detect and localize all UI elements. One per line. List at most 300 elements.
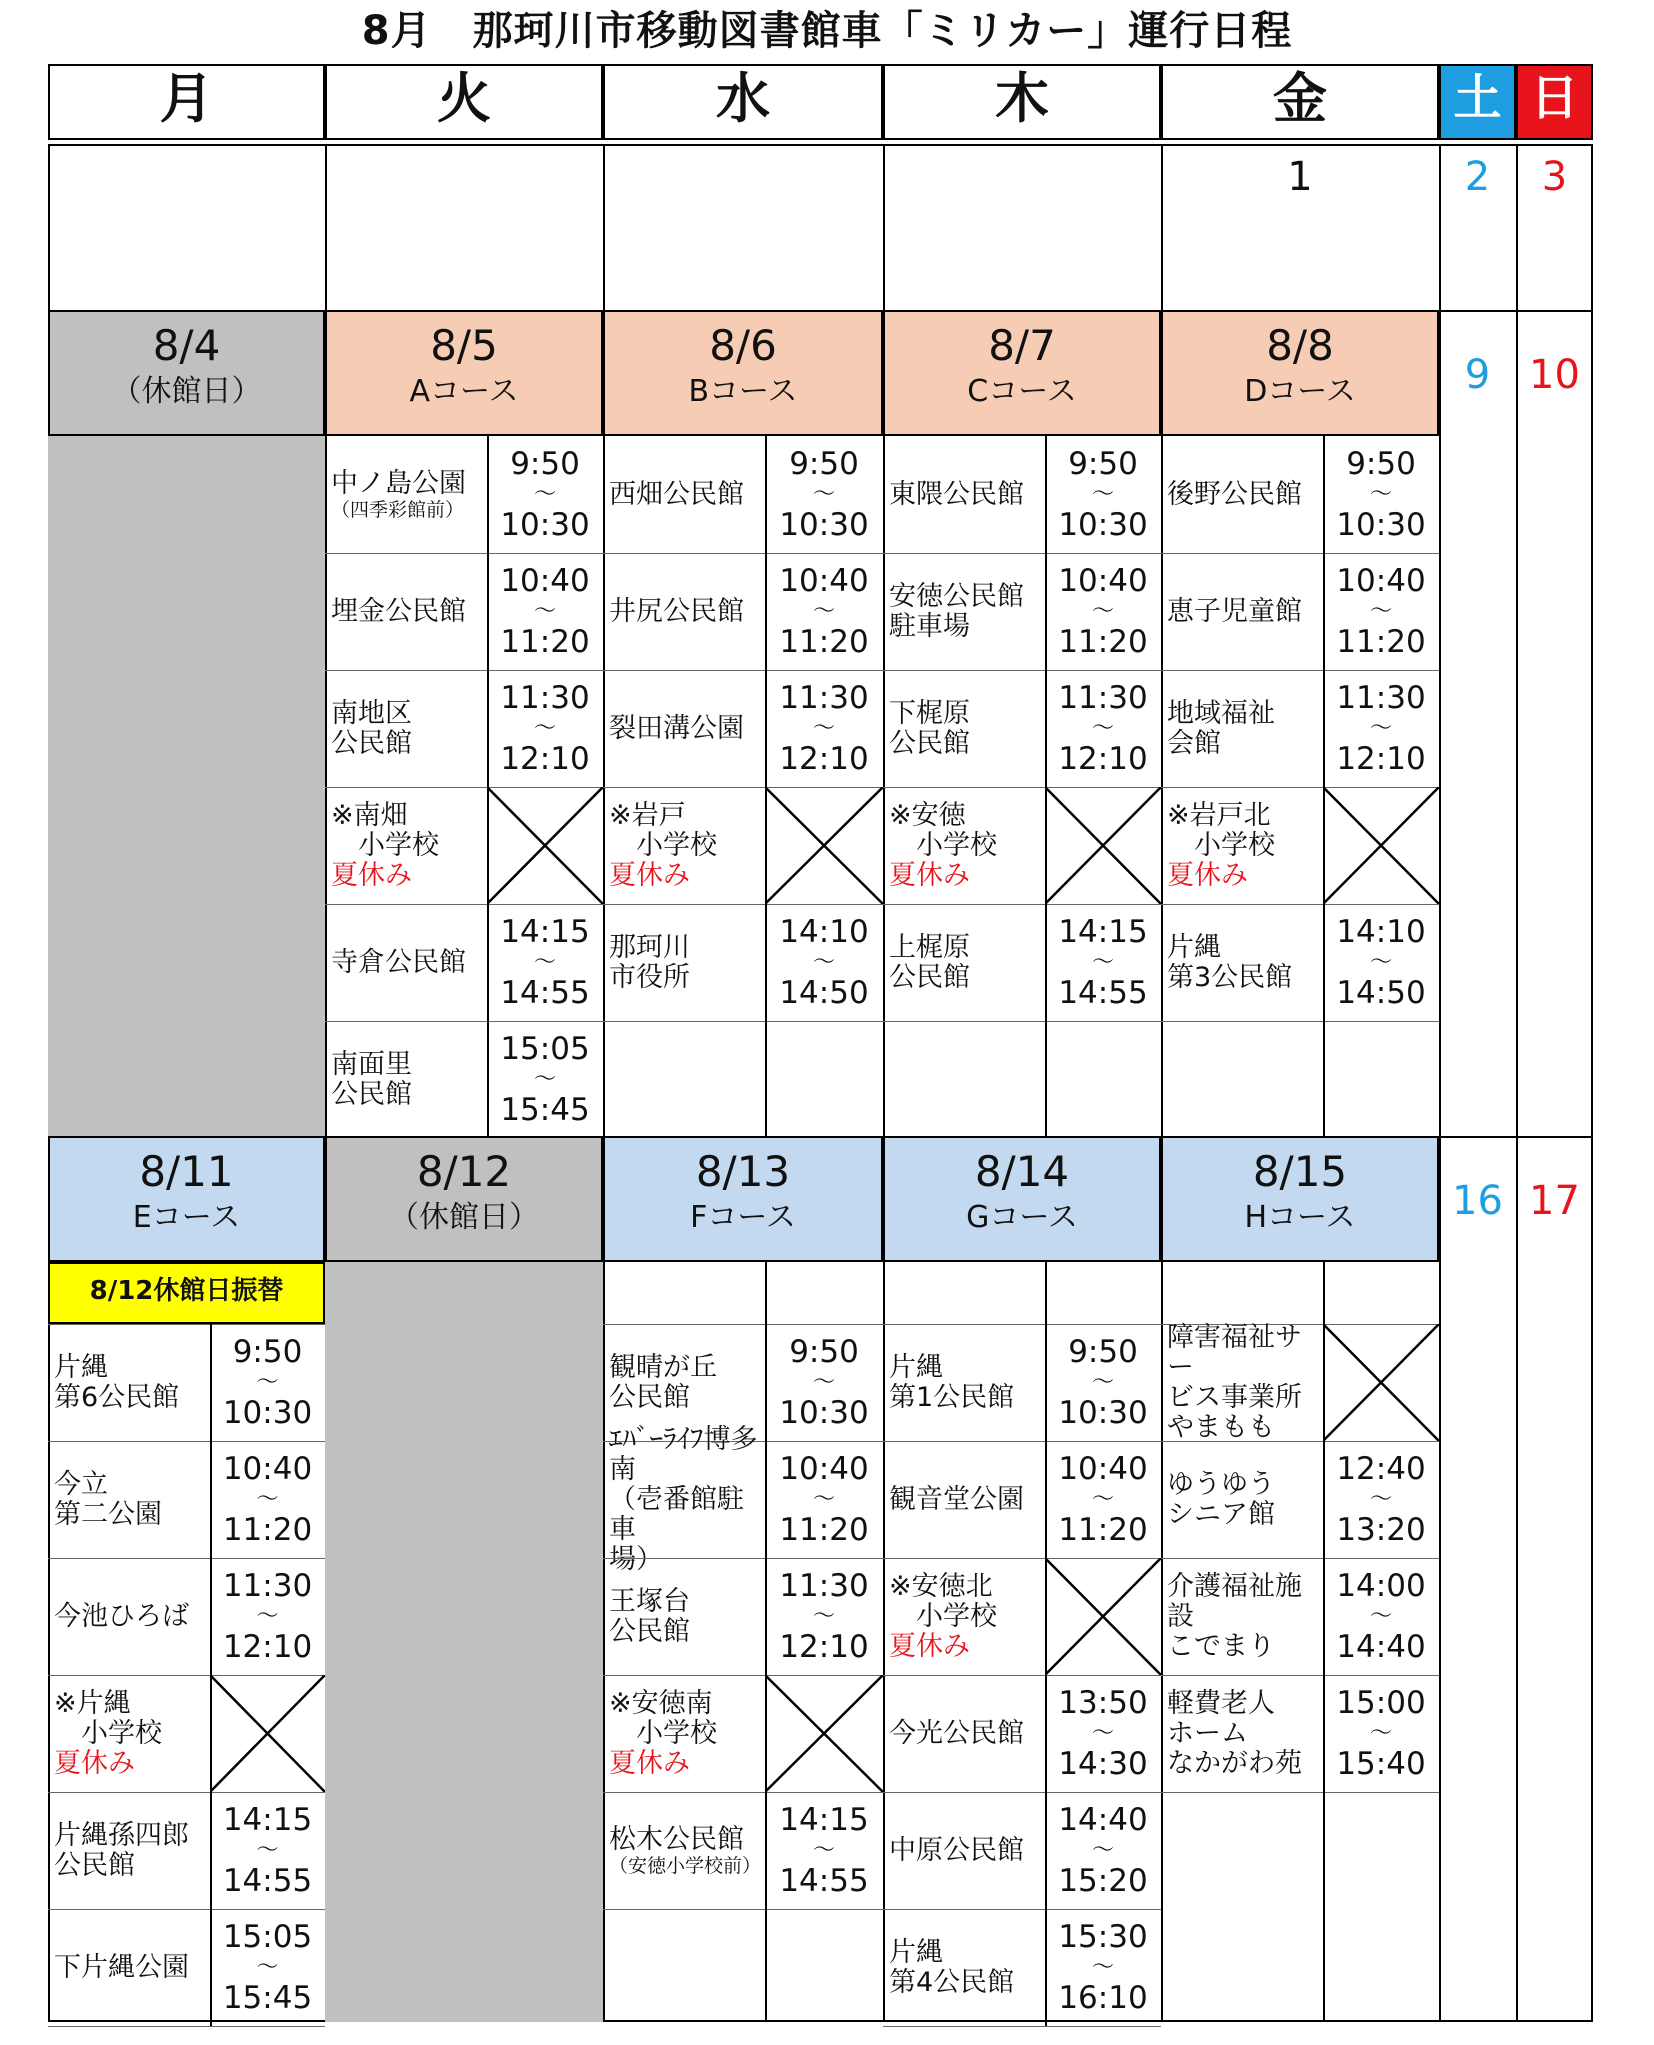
start-time: 10:40	[779, 1450, 869, 1487]
end-time: 10:30	[1058, 1394, 1148, 1431]
end-time: 11:20	[500, 623, 590, 660]
start-time: 14:15	[500, 913, 590, 950]
stop-location	[48, 1324, 210, 1441]
end-time: 14:50	[1336, 974, 1426, 1011]
time-column-divider	[487, 787, 489, 904]
time-column-divider	[765, 1441, 767, 1558]
stop-time	[765, 1792, 883, 1909]
end-time: 11:20	[1058, 1511, 1148, 1548]
weekday-header-sat: 土	[1439, 64, 1516, 140]
end-time: 15:45	[222, 1979, 313, 2016]
end-time: 14:55	[500, 974, 590, 1011]
date-header-tue-date: 8/5	[430, 321, 498, 370]
time-range-tilde: ～	[812, 481, 835, 507]
stop-name-line2: 第6公民館	[54, 1381, 180, 1413]
start-time: 9:50	[1068, 1333, 1138, 1370]
stop-name-line2: （壱番館駐車	[609, 1483, 744, 1545]
stop-location	[48, 1792, 210, 1909]
stop-name: ※岩戸北	[1167, 799, 1271, 831]
time-column-divider	[1323, 1262, 1325, 1324]
time-column-divider	[1045, 904, 1047, 1021]
row-divider	[603, 1909, 883, 1910]
date-header-thu-date: 8/14	[974, 1147, 1070, 1196]
stop-name: 王塚台	[609, 1585, 690, 1617]
stop-time	[487, 670, 603, 787]
time-range-tilde: ～	[812, 1369, 835, 1395]
time-column-divider	[487, 904, 489, 1021]
stop-name-line2: ホーム	[1167, 1717, 1248, 1749]
date-header-tue	[325, 310, 603, 436]
stop-name: ※片縄	[54, 1687, 131, 1719]
stop-time	[210, 1792, 325, 1909]
date-header-wed-course: Bコース	[688, 374, 798, 409]
weekday-header-wed: 水	[603, 64, 883, 140]
start-time: 10:40	[779, 562, 869, 599]
date-header-tue	[325, 1136, 603, 1262]
time-column-divider	[1323, 1441, 1325, 1558]
end-time: 12:10	[779, 740, 869, 777]
start-time: 14:10	[1336, 913, 1426, 950]
time-range-tilde: ～	[1091, 1720, 1114, 1746]
weekday-header-sun: 日	[1516, 64, 1593, 140]
stop-location	[325, 1021, 487, 1138]
stop-time	[1045, 670, 1161, 787]
stop-time	[1323, 1441, 1439, 1558]
stop-time	[1323, 553, 1439, 670]
time-range-tilde: ～	[533, 715, 556, 741]
date-header-thu	[883, 310, 1161, 436]
cancelled-cross	[1045, 787, 1161, 904]
stop-name: 片縄	[54, 1351, 108, 1383]
stop-time	[210, 1441, 325, 1558]
stop-name: 観晴が丘	[609, 1351, 717, 1383]
stop-time	[487, 1021, 603, 1138]
time-column-divider	[1323, 1792, 1325, 2022]
stop-time	[1045, 1675, 1161, 1792]
date-header-fri	[1161, 310, 1439, 436]
stop-name: 埋金公民館	[331, 595, 466, 627]
end-time: 13:20	[1336, 1511, 1426, 1548]
time-column-divider	[765, 1262, 767, 1324]
time-column-divider	[1323, 436, 1325, 553]
stop-name: 東隈公民館	[889, 478, 1024, 510]
time-column-divider	[1045, 787, 1047, 904]
stop-name: 安徳公民館	[889, 580, 1024, 612]
time-column-divider	[1323, 553, 1325, 670]
date-header-mon	[48, 1136, 325, 1262]
stop-name: ｴﾊﾞｰﾗｲﾌ博多南	[609, 1423, 758, 1485]
start-time: 15:05	[222, 1918, 313, 1955]
stop-note: （四季彩館前）	[331, 498, 465, 521]
stop-name: 今池ひろば	[54, 1600, 189, 1632]
start-time: 9:50	[232, 1333, 303, 1370]
start-time: 13:50	[1058, 1684, 1148, 1721]
time-range-tilde: ～	[1091, 598, 1114, 624]
time-range-tilde: ～	[1091, 1369, 1114, 1395]
stop-name: ※安徳	[889, 799, 966, 831]
stop-name: 障害福祉サー	[1167, 1321, 1302, 1383]
end-time: 15:45	[500, 1091, 590, 1128]
stop-name-line2: 小学校	[54, 1717, 162, 1749]
time-range-tilde: ～	[1091, 1954, 1114, 1980]
start-time: 15:30	[1058, 1918, 1148, 1955]
start-time: 14:15	[222, 1801, 313, 1838]
date-header-thu-course: Gコース	[966, 1200, 1078, 1235]
end-time: 11:20	[1336, 623, 1426, 660]
stop-time	[765, 1558, 883, 1675]
stop-name-line2: 第4公民館	[889, 1966, 1015, 1998]
day-number-sat: 9	[1464, 352, 1491, 398]
date-header-wed-date: 8/13	[695, 1147, 791, 1196]
end-time: 15:20	[1058, 1862, 1148, 1899]
end-time: 12:10	[1336, 740, 1426, 777]
stop-time	[765, 1324, 883, 1441]
cancelled-cross	[487, 787, 603, 904]
cancelled-cross	[1045, 1558, 1161, 1675]
time-range-tilde: ～	[1091, 949, 1114, 975]
date-header-mon	[48, 310, 325, 436]
stop-location	[1161, 670, 1323, 787]
start-time: 14:15	[779, 1801, 869, 1838]
time-range-tilde: ～	[1369, 598, 1392, 624]
page-title: 8月 那珂川市移動図書館車「ミリカー」運行日程	[361, 8, 1293, 54]
stop-name-line2: 小学校	[889, 1600, 997, 1632]
day-number-sun: 3	[1541, 154, 1568, 200]
stop-name: ※安徳南	[609, 1687, 713, 1719]
stop-name: 観音堂公園	[889, 1483, 1024, 1515]
weekday-header-mon: 月	[48, 64, 325, 140]
time-range-tilde: ～	[533, 598, 556, 624]
start-time: 9:50	[789, 1333, 859, 1370]
time-range-tilde: ～	[533, 481, 556, 507]
row-divider	[603, 1021, 883, 1022]
time-column-divider	[487, 670, 489, 787]
time-column-divider	[1045, 436, 1047, 553]
time-column-divider	[765, 904, 767, 1021]
stop-name: ※安徳北	[889, 1570, 993, 1602]
stop-time	[765, 904, 883, 1021]
start-time: 9:50	[1346, 445, 1416, 482]
start-time: 14:40	[1058, 1801, 1148, 1838]
stop-location	[603, 553, 765, 670]
stop-name: 今光公民館	[889, 1717, 1024, 1749]
start-time: 11:30	[1336, 679, 1426, 716]
stop-time	[1323, 436, 1439, 553]
row-divider	[883, 1021, 1161, 1022]
start-time: 10:40	[500, 562, 590, 599]
time-range-tilde: ～	[1091, 1486, 1114, 1512]
stop-location	[603, 787, 765, 904]
stop-time	[487, 904, 603, 1021]
stop-name: 西畑公民館	[609, 478, 744, 510]
time-column-divider	[1045, 1909, 1047, 2026]
date-header-fri-course: Dコース	[1244, 374, 1356, 409]
stop-time	[765, 553, 883, 670]
stop-name: ゆうゆう	[1167, 1468, 1275, 1500]
stop-location	[883, 436, 1045, 553]
start-time: 9:50	[789, 445, 859, 482]
stop-name: 片縄孫四郎	[54, 1819, 189, 1851]
end-time: 14:50	[779, 974, 869, 1011]
start-time: 11:30	[222, 1567, 313, 1604]
end-time: 10:30	[1058, 506, 1148, 543]
time-column-divider	[210, 1675, 212, 1792]
time-range-tilde: ～	[1369, 1720, 1392, 1746]
stop-location	[1161, 1321, 1323, 1443]
date-header-mon-date: 8/4	[152, 321, 221, 370]
stop-name: 片縄	[889, 1351, 943, 1383]
stop-location	[603, 1558, 765, 1675]
stop-time	[210, 1909, 325, 2026]
stop-name: 南面里	[331, 1048, 412, 1080]
time-column-divider	[1045, 1675, 1047, 1792]
stop-name: 松木公民館	[609, 1823, 744, 1855]
cancelled-cross	[1323, 1324, 1439, 1441]
summer-break-label: 夏休み	[54, 1747, 135, 1779]
time-column-divider	[1045, 1441, 1047, 1558]
end-time: 10:30	[1336, 506, 1426, 543]
stop-location	[883, 1792, 1045, 1909]
stop-location	[603, 1423, 765, 1575]
start-time: 11:30	[500, 679, 590, 716]
stop-time	[487, 436, 603, 553]
start-time: 10:40	[1058, 562, 1148, 599]
stop-location	[1161, 436, 1323, 553]
time-range-tilde: ～	[812, 1837, 835, 1863]
stop-name-line2: 小学校	[609, 1717, 717, 1749]
time-column-divider	[487, 553, 489, 670]
stop-name: 下梶原	[889, 697, 970, 729]
time-range-tilde: ～	[812, 598, 835, 624]
start-time: 15:00	[1336, 1684, 1426, 1721]
stop-location	[883, 1675, 1045, 1792]
stop-location	[603, 670, 765, 787]
end-time: 12:10	[779, 1628, 869, 1665]
time-range-tilde: ～	[256, 1603, 279, 1629]
stop-location	[603, 436, 765, 553]
stop-time	[1045, 553, 1161, 670]
date-header-wed	[603, 1136, 883, 1262]
stop-location	[883, 787, 1045, 904]
time-column-divider	[1323, 787, 1325, 904]
stop-name: 中ノ島公園	[331, 467, 466, 499]
weekday-header-tue: 火	[325, 64, 603, 140]
time-column-divider	[765, 1792, 767, 1909]
end-time: 14:55	[1058, 974, 1148, 1011]
stop-location	[325, 553, 487, 670]
time-range-tilde: ～	[812, 1603, 835, 1629]
time-column-divider	[210, 1558, 212, 1675]
time-column-divider	[1045, 670, 1047, 787]
stop-name: 片縄	[889, 1936, 943, 1968]
time-column-divider	[1323, 1558, 1325, 1675]
day-number-sat: 2	[1464, 154, 1491, 200]
column-divider	[1516, 144, 1518, 2022]
end-time: 14:55	[779, 1862, 869, 1899]
stop-name-line2: 公民館	[889, 961, 970, 993]
stop-name-line2: 小学校	[331, 829, 439, 861]
stop-name: 井尻公民館	[609, 595, 744, 627]
stop-time	[1323, 1558, 1439, 1675]
time-column-divider	[765, 553, 767, 670]
time-column-divider	[1323, 904, 1325, 1021]
stop-location	[883, 553, 1045, 670]
stop-location	[48, 1909, 210, 2026]
end-time: 11:20	[779, 1511, 869, 1548]
stop-location	[48, 1675, 210, 1792]
time-column-divider	[210, 1324, 212, 1441]
summer-break-label: 夏休み	[609, 1747, 690, 1779]
stop-location	[883, 1558, 1045, 1675]
time-column-divider	[1045, 1021, 1047, 1136]
time-range-tilde: ～	[1369, 481, 1392, 507]
time-column-divider	[1045, 1324, 1047, 1441]
stop-name-line2: 第1公民館	[889, 1381, 1015, 1413]
day-number-sun: 17	[1529, 1178, 1580, 1224]
stop-time	[1045, 1324, 1161, 1441]
summer-break-label: 夏休み	[609, 859, 690, 891]
end-time: 12:10	[1058, 740, 1148, 777]
summer-break-label: 夏休み	[889, 1630, 970, 1662]
date-header-wed	[603, 310, 883, 436]
time-column-divider	[765, 1909, 767, 2022]
stop-time	[1323, 670, 1439, 787]
end-time: 10:30	[222, 1394, 313, 1431]
stop-location	[325, 670, 487, 787]
stop-name: 恵子児童館	[1167, 595, 1302, 627]
stop-name-line2: シニア館	[1167, 1498, 1275, 1530]
time-column-divider	[210, 1909, 212, 2026]
stop-name-line3: 場）	[609, 1543, 663, 1575]
stop-note: （安徳小学校前）	[609, 1854, 762, 1877]
time-range-tilde: ～	[256, 1837, 279, 1863]
stop-name: 那珂川	[609, 931, 690, 963]
stop-location	[325, 787, 487, 904]
start-time: 10:40	[1058, 1450, 1148, 1487]
time-range-tilde: ～	[256, 1954, 279, 1980]
stop-name: 地域福祉	[1167, 697, 1275, 729]
time-column-divider	[210, 1441, 212, 1558]
stop-name-line2: 駐車場	[889, 610, 970, 642]
cancelled-cross	[765, 1675, 883, 1792]
closed-day-block	[325, 1136, 603, 2022]
time-column-divider	[1045, 1558, 1047, 1675]
stop-location	[1161, 787, 1323, 904]
time-range-tilde: ～	[812, 949, 835, 975]
cancelled-cross	[1323, 787, 1439, 904]
time-range-tilde: ～	[812, 1486, 835, 1512]
end-time: 10:30	[779, 506, 869, 543]
stop-name: 今立	[54, 1468, 108, 1500]
time-range-tilde: ～	[256, 1486, 279, 1512]
stop-name-line2: こでまり	[1167, 1630, 1275, 1662]
date-header-tue-date: 8/12	[416, 1147, 512, 1196]
time-range-tilde: ～	[1369, 715, 1392, 741]
stop-location	[603, 904, 765, 1021]
stop-name-line2: 公民館	[54, 1849, 135, 1881]
summer-break-label: 夏休み	[1167, 859, 1248, 891]
stop-name: 上梶原	[889, 931, 970, 963]
time-range-tilde: ～	[812, 715, 835, 741]
time-column-divider	[1323, 1021, 1325, 1136]
stop-location	[1161, 1675, 1323, 1792]
start-time: 9:50	[1068, 445, 1138, 482]
end-time: 10:30	[779, 1394, 869, 1431]
start-time: 14:00	[1336, 1567, 1426, 1604]
stop-name-line2: 小学校	[609, 829, 717, 861]
time-column-divider	[1323, 1675, 1325, 1792]
end-time: 12:10	[500, 740, 590, 777]
date-header-mon-date: 8/11	[139, 1147, 234, 1196]
date-header-mon-course: （休館日）	[111, 374, 262, 409]
stop-time	[1045, 1441, 1161, 1558]
stop-name: 後野公民館	[1167, 478, 1302, 510]
end-time: 16:10	[1058, 1979, 1148, 2016]
time-column-divider	[765, 1675, 767, 1792]
stop-name: 南地区	[331, 697, 412, 729]
start-time: 9:50	[510, 445, 580, 482]
time-column-divider	[765, 1021, 767, 1136]
stop-location	[48, 1441, 210, 1558]
start-time: 14:15	[1058, 913, 1148, 950]
stop-location	[603, 1792, 765, 1909]
stop-name: ※岩戸	[609, 799, 686, 831]
stop-time	[487, 553, 603, 670]
end-time: 11:20	[779, 623, 869, 660]
time-range-tilde: ～	[1091, 1837, 1114, 1863]
stop-time	[1045, 1909, 1161, 2026]
time-range-tilde: ～	[256, 1369, 279, 1395]
stop-name-line2: 第二公園	[54, 1498, 162, 1530]
row-divider	[48, 2026, 325, 2027]
stop-name: 軽費老人	[1167, 1687, 1275, 1719]
date-header-mon-course: Eコース	[132, 1200, 241, 1235]
stop-location	[48, 1558, 210, 1675]
start-time: 11:30	[1058, 679, 1148, 716]
row-divider	[883, 2026, 1161, 2027]
date-header-wed-date: 8/6	[709, 321, 777, 370]
stop-location	[1161, 1441, 1323, 1558]
stop-location	[1161, 904, 1323, 1021]
time-range-tilde: ～	[1091, 481, 1114, 507]
row-divider	[1161, 1021, 1439, 1022]
time-column-divider	[1045, 1262, 1047, 1324]
date-header-fri-course: Hコース	[1244, 1200, 1356, 1235]
stop-name: 寺倉公民館	[331, 946, 466, 978]
stop-name-line2: 市役所	[609, 961, 690, 993]
stop-name-line3: なかがわ苑	[1167, 1747, 1302, 1779]
stop-location	[883, 1324, 1045, 1441]
stop-name-line2: 小学校	[1167, 829, 1275, 861]
stop-location	[883, 670, 1045, 787]
start-time: 11:30	[779, 1567, 869, 1604]
stop-name: 下片縄公園	[54, 1951, 189, 1983]
date-header-thu	[883, 1136, 1161, 1262]
time-column-divider	[487, 1021, 489, 1138]
stop-name-line2: 第3公民館	[1167, 961, 1293, 993]
stop-name: 介護福祉施設	[1167, 1570, 1302, 1632]
stop-location	[1161, 553, 1323, 670]
date-header-fri	[1161, 1136, 1439, 1262]
cancelled-cross	[210, 1675, 325, 1792]
summer-break-label: 夏休み	[331, 859, 412, 891]
column-divider	[1439, 144, 1441, 2022]
time-column-divider	[1323, 1324, 1325, 1441]
cancelled-cross	[765, 787, 883, 904]
weekday-header-fri: 金	[1161, 64, 1439, 140]
stop-name-line2: 公民館	[331, 727, 412, 759]
weekday-header-thu: 木	[883, 64, 1161, 140]
